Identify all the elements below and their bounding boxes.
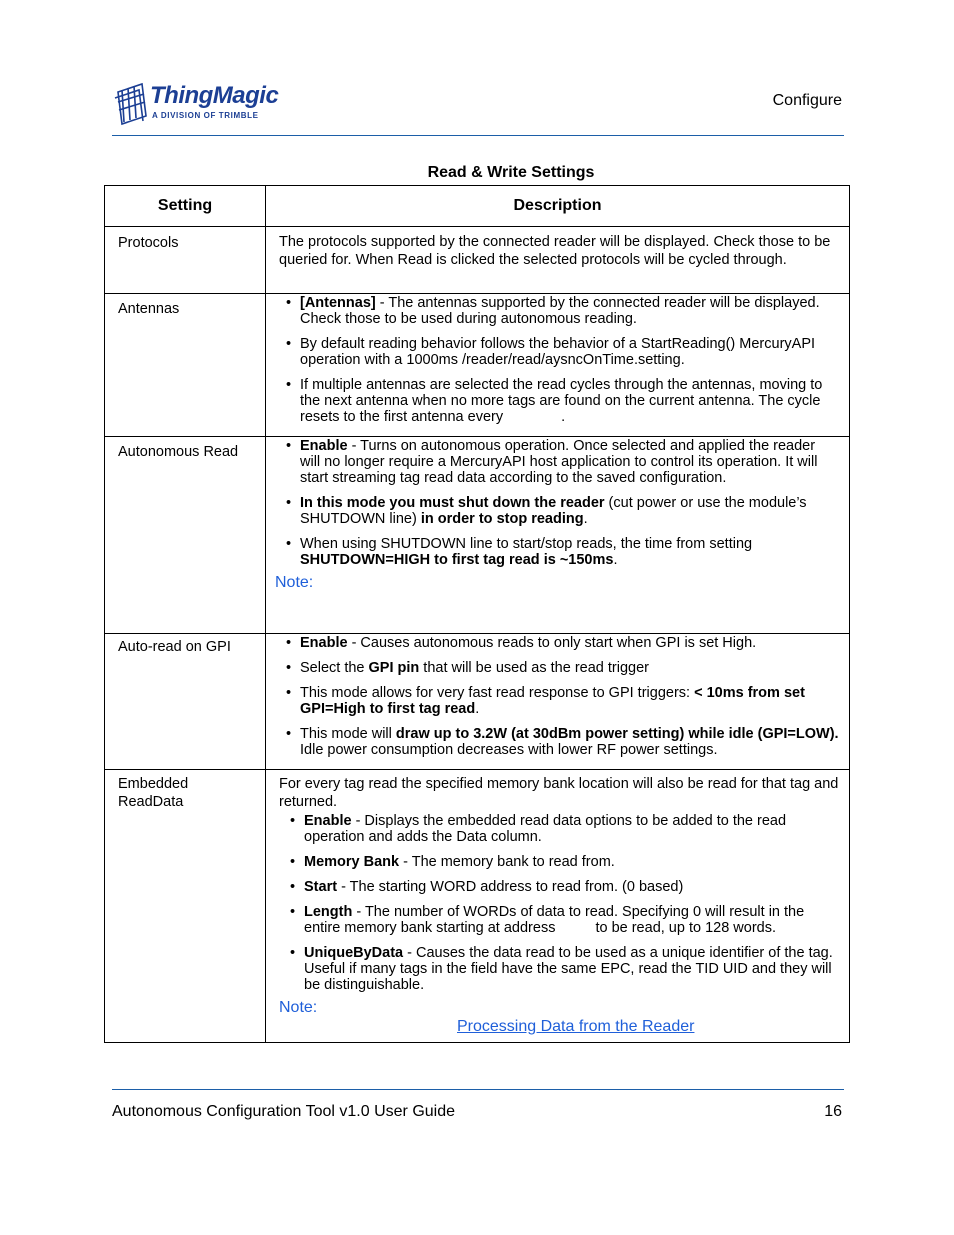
table-row xyxy=(105,294,850,437)
setting-name: Protocols xyxy=(105,227,266,294)
setting-description xyxy=(266,227,850,294)
setting-description xyxy=(266,770,850,1043)
list-item: • Start - The starting WORD address to read from. (0 based) xyxy=(290,879,684,895)
list-item: • This mode will draw up to 3.2W (at 30dBm power setting) while idle (GPI=LOW). Idle power consumption decreases with lower RF power settings. xyxy=(286,726,839,758)
note-label: Note: xyxy=(279,999,318,1016)
description-intro: For every tag read the specified memory bank location will also be read for that tag and returned. xyxy=(279,776,839,810)
list-item: • When using SHUTDOWN line to start/stop reads, the time from setting SHUTDOWN=HIGH to first tag read is ~150ms. xyxy=(286,536,753,568)
footer-document-title: Autonomous Configuration Tool v1.0 User Guide xyxy=(112,1103,456,1120)
settings-table xyxy=(104,185,850,1043)
list-item: • Enable - Turns on autonomous operation. Once selected and applied the reader will no longer require a MercuryAPI host application to control its operation. It will start streaming tag read data according to the saved configuration. xyxy=(286,438,818,486)
list-item: • UniqueByData - Causes the data read to be used as a unique identifier of the tag. Useful if many tags in the field have the same EPC, read the TID UID and they will be distinguishable. xyxy=(290,945,833,993)
bullet-list xyxy=(279,295,839,425)
table-row xyxy=(105,437,850,634)
list-item: • Length - The number of WORDs of data to read. Specifying 0 will result in the entire memory bank starting at address to be read, up to 128 words. xyxy=(290,904,805,936)
footer-rule xyxy=(112,1089,844,1090)
bullet-list xyxy=(275,438,839,568)
bullet-list xyxy=(279,813,839,993)
section-title: Configure xyxy=(772,92,842,109)
list-item: • [Antennas] - The antennas supported by the connected reader will be displayed. Check those to be used during autonomous reading. xyxy=(286,295,820,327)
processing-data-link[interactable]: Processing Data from the Reader xyxy=(457,1018,695,1035)
header-rule xyxy=(112,135,844,136)
setting-description xyxy=(266,437,850,634)
thingmagic-logo-icon xyxy=(112,78,150,128)
note-label: Note: xyxy=(275,574,314,591)
list-item: • Enable - Displays the embedded read data options to be added to the read operation and adds the Data column. xyxy=(290,813,787,845)
column-header-description: Description xyxy=(266,186,850,227)
list-item: • By default reading behavior follows the behavior of a StartReading() MercuryAPI operation with a 1000ms /reader/read/aysncOnTime.setting. xyxy=(286,336,816,368)
setting-description xyxy=(266,294,850,437)
logo-tagline: A DIVISION OF TRIMBLE xyxy=(152,111,259,120)
thingmagic-logo xyxy=(112,78,292,130)
bullet-list xyxy=(275,635,839,758)
setting-name: Antennas xyxy=(105,294,266,437)
setting-name: Autonomous Read xyxy=(105,437,266,634)
table-header-row xyxy=(105,186,850,227)
setting-description xyxy=(266,634,850,770)
setting-name: Embedded ReadData xyxy=(105,770,266,1043)
list-item: • Select the GPI pin that will be used as the read trigger xyxy=(286,660,649,676)
list-item: • If multiple antennas are selected the read cycles through the antennas, moving to the next antenna when no more tags are found on the current antenna. The cycle resets to the first antenna every . xyxy=(286,377,823,425)
list-item: • This mode allows for very fast read response to GPI triggers: < 10ms from set GPI=High to first tag read. xyxy=(286,685,805,717)
list-item: • In this mode you must shut down the reader (cut power or use the module’s SHUTDOWN line) in order to stop reading. xyxy=(286,495,807,527)
list-item: • Enable - Causes autonomous reads to only start when GPI is set High. xyxy=(286,635,757,651)
page-number: 16 xyxy=(824,1103,842,1120)
list-item: • Memory Bank - The memory bank to read from. xyxy=(290,854,615,870)
table-row xyxy=(105,227,850,294)
column-header-setting: Setting xyxy=(105,186,266,227)
logo-wordmark: ThingMagic xyxy=(150,82,279,109)
table-row xyxy=(105,770,850,1043)
table-row xyxy=(105,634,850,770)
description-text: The protocols supported by the connected reader will be displayed. Check those to be queried for. When Read is clicked the selected protocols will be cycled through. xyxy=(279,234,831,268)
table-title: Read & Write Settings xyxy=(427,164,595,181)
setting-name: Auto-read on GPI xyxy=(105,634,266,770)
